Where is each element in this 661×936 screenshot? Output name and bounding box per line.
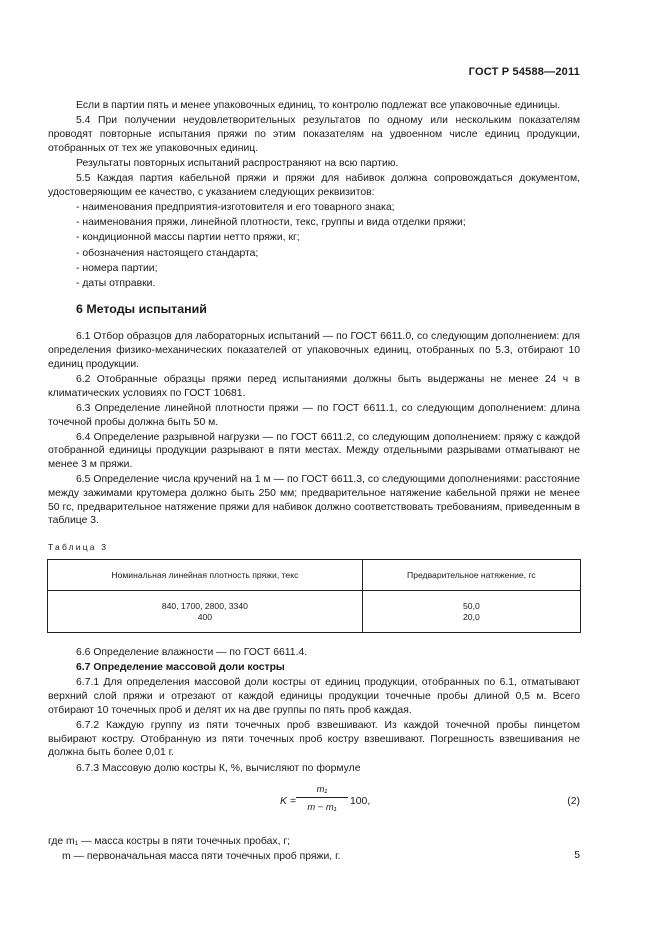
- formula-numerator: m₁: [316, 783, 328, 795]
- list-item: - кондиционной массы партии нетто пряжи, кг;: [76, 231, 580, 245]
- page-content: [48, 99, 580, 864]
- cell-line: 20,0: [463, 611, 480, 622]
- table-caption: Таблица 3: [48, 542, 109, 553]
- formula-fraction: [296, 781, 348, 813]
- table-cell: [362, 590, 580, 632]
- paragraph-6-6: 6.6 Определение влажности — по ГОСТ 6611.4.: [76, 646, 308, 658]
- table-header-row: [48, 559, 581, 590]
- subsection-heading-6-7: 6.7 Определение массовой доли костры: [76, 662, 285, 674]
- paragraph-5-4: 5.4 При получении неудовлетворительных результатов по одному или нескольким показателям проводят повторные испытания пряжи по этим показателям на удвоенном числе единиц продукции, отобранных от тех же упаковочных единиц.: [48, 115, 580, 154]
- formula-denominator: m − m₁: [307, 801, 337, 813]
- list-item: - наименования пряжи, линейной плотности, текс, группы и вида отделки пряжи;: [76, 216, 580, 230]
- paragraph-6-7-2: 6.7.2 Каждую группу из пяти точечных проб взвешивают. Из каждой точечной пробы пинцетом выбирают костру. Отобранную из пяти точечных проб костру взвешивают. Погрешность взвешивания не должна быть более 0,01 г.: [48, 719, 580, 759]
- formula-legend-line: m — первоначальная масса пяти точечных проб пряжи, г.: [62, 850, 341, 862]
- paragraph-6-2: 6.2 Отобранные образцы пряжи перед испытаниями должны быть выдержаны не менее 24 ч в климатических условиях по ГОСТ 10681.: [48, 373, 580, 399]
- paragraph-6-4: 6.4 Определение разрывной нагрузки — по ГОСТ 6611.2, со следующим дополнением: пряжу с каждой отобранной единицы продукции разрывают в пяти местах. Между отдельными разрывами отматывают не менее 3 м пряжи.: [48, 431, 580, 471]
- paragraph-6-1: 6.1 Отбор образцов для лабораторных испытаний — по ГОСТ 6611.0, со следующим дополнением: для определения физико-механических показателей от упаковочных единиц, отобранных по 5.3, отбирают 10 единиц продукции.: [48, 331, 580, 370]
- fraction-bar: [296, 797, 348, 798]
- cell-line: 50,0: [463, 601, 480, 612]
- cell-line: 840, 1700, 2800, 3340: [161, 601, 248, 612]
- standard-header: ГОСТ Р 54588—2011: [468, 66, 580, 78]
- table-header-cell: Номинальная линейная плотность пряжи, текс: [48, 559, 363, 590]
- list-item: - обозначения настоящего стандарта;: [76, 247, 580, 261]
- paragraph-6-7-3: 6.7.3 Массовую долю костры К, %, вычисляют по формуле: [76, 762, 361, 774]
- paragraph-5-5: 5.5 Каждая партия кабельной пряжи и пряжи для набивок должна сопровождаться документом, удостоверяющим ее качество, с указанием следующих реквизитов:: [48, 173, 580, 198]
- paragraph: Если в партии пять и менее упаковочных единиц, то контролю подлежат все упаковочные единицы.: [76, 100, 561, 111]
- formula-lhs: K =: [280, 796, 296, 808]
- formula-legend-line: где m₁ — масса костры в пяти точечных пробах, г;: [48, 836, 291, 848]
- paragraph-6-3: 6.3 Определение линейной плотности пряжи — по ГОСТ 6611.1, со следующим дополнением: длина точечной пробы должна быть 50 м.: [48, 402, 580, 428]
- table-row: [48, 590, 581, 632]
- list-item: - наименования предприятия-изготовителя и его товарного знака;: [76, 201, 580, 215]
- section-heading: 6 Методы испытаний: [76, 301, 207, 316]
- table-3: [47, 559, 581, 633]
- paragraph-6-7-1: 6.7.1 Для определения массовой доли костры от единиц продукции, отобранных по 6.1, отматывают верхний слой пряжи и отрезают от каждой единицы продукции точечные пробы длиной 0,5 м. Всего отбирают 10 точечных проб и делят их на две группы по пять проб каждая.: [48, 677, 580, 716]
- formula-factor: 100,: [350, 796, 371, 808]
- formula-2: [48, 781, 580, 829]
- list-item: - номера партии;: [76, 262, 580, 276]
- list-item: - даты отправки.: [76, 277, 580, 291]
- cell-line: 400: [197, 611, 213, 622]
- page-number: 5: [574, 850, 580, 861]
- table-cell: [48, 590, 363, 632]
- formula-number: (2): [567, 796, 580, 808]
- table-header-cell: Предварительное натяжение, гс: [362, 559, 580, 590]
- paragraph: Результаты повторных испытаний распространяют на всю партию.: [76, 157, 399, 169]
- paragraph-6-5: 6.5 Определение числа кручений на 1 м — по ГОСТ 6611.3, со следующими дополнениями: расстояние между зажимами крутомера должно быть 250 мм; предварительное натяжение кабельной пряжи не менее 50 гс, предварительное натяжение пряжи для набивок должно соответствовать требованиям, приведенным в таблице 3.: [48, 474, 580, 527]
